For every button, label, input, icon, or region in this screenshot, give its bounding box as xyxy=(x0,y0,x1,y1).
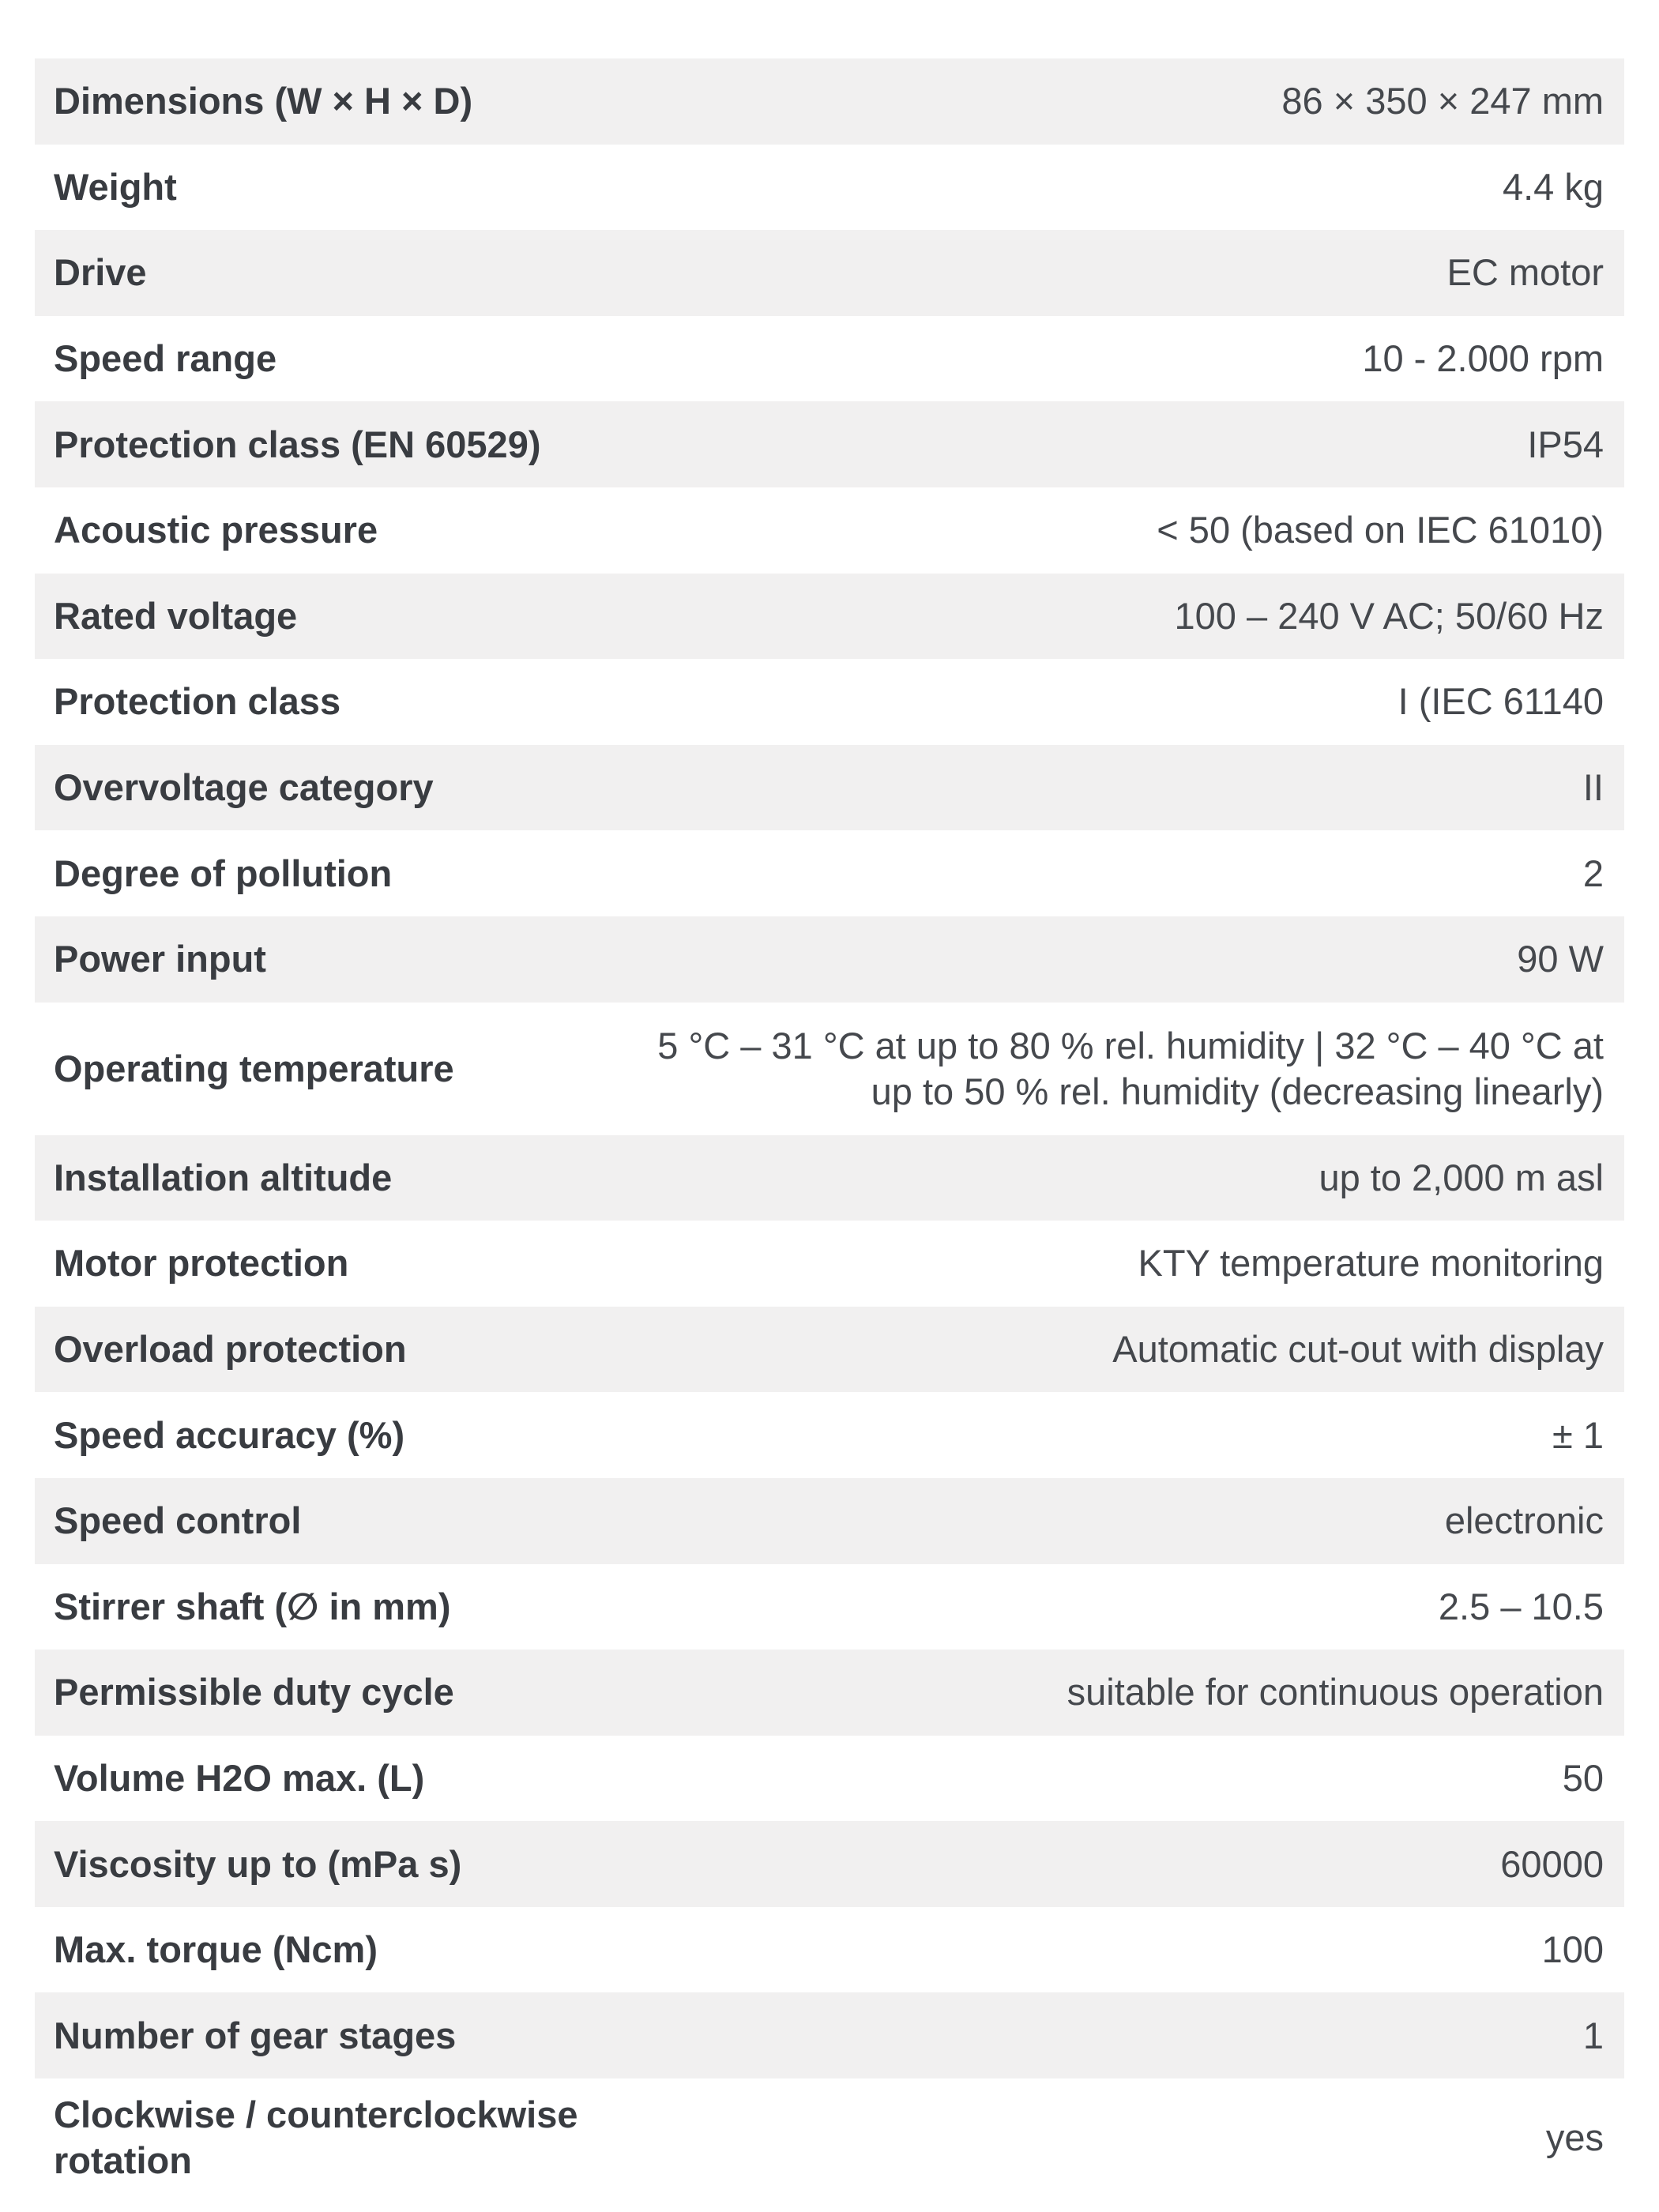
spec-label: Clockwise / counterclockwise rotation xyxy=(54,2094,578,2182)
spec-value: 2 xyxy=(1582,852,1604,894)
spec-value: 1 xyxy=(1582,2014,1604,2056)
spec-row-power-input xyxy=(35,916,1624,1003)
spec-value: II xyxy=(1582,766,1604,809)
spec-label: Stirrer shaft (∅ in mm) xyxy=(54,1585,451,1627)
spec-value: yes xyxy=(1545,2116,1604,2159)
spec-value: up to 2,000 m asl xyxy=(1319,1156,1604,1198)
spec-label: Acoustic pressure xyxy=(54,509,378,551)
spec-row-viscosity xyxy=(35,1821,1624,1907)
spec-row-speed-range xyxy=(35,316,1624,402)
spec-table xyxy=(35,58,1624,2197)
spec-row-rotation xyxy=(35,2078,1624,2197)
spec-label: Weight xyxy=(54,165,177,208)
spec-row-speed-accuracy xyxy=(35,1392,1624,1478)
spec-row-acoustic-pressure xyxy=(35,487,1624,574)
spec-row-duty-cycle xyxy=(35,1650,1624,1736)
spec-label: Degree of pollution xyxy=(54,852,393,894)
spec-row-protection-class-en xyxy=(35,401,1624,487)
spec-value: ± 1 xyxy=(1552,1413,1604,1456)
spec-label: Max. torque (Ncm) xyxy=(54,1928,378,1971)
spec-label: Motor protection xyxy=(54,1242,349,1285)
spec-row-stirrer-shaft xyxy=(35,1564,1624,1650)
spec-row-volume xyxy=(35,1736,1624,1822)
spec-label: Rated voltage xyxy=(54,594,298,637)
spec-value: 10 - 2.000 rpm xyxy=(1362,337,1604,380)
spec-label: Power input xyxy=(54,938,266,980)
spec-row-operating-temperature xyxy=(35,1003,1624,1135)
spec-value: electronic xyxy=(1444,1499,1604,1542)
spec-row-gear-stages xyxy=(35,1992,1624,2078)
spec-row-installation-altitude xyxy=(35,1135,1624,1221)
spec-label: Speed accuracy (%) xyxy=(54,1413,405,1456)
spec-label: Drive xyxy=(54,251,147,294)
spec-value: I (IEC 61140 xyxy=(1398,680,1604,723)
spec-row-max-torque xyxy=(35,1907,1624,1993)
spec-label: Speed range xyxy=(54,337,277,380)
spec-label: Speed control xyxy=(54,1499,302,1542)
spec-row-speed-control xyxy=(35,1478,1624,1564)
spec-label: Volume H2O max. (L) xyxy=(54,1756,425,1799)
spec-label: Viscosity up to (mPa s) xyxy=(54,1842,462,1885)
spec-row-protection-class xyxy=(35,659,1624,745)
spec-label: Overload protection xyxy=(54,1328,407,1371)
spec-value: 5 °C – 31 °C at up to 80 % rel. humidity | 32 °C – 40 °C at up to 50 % rel. humidity (decreasing linearly) xyxy=(657,1024,1604,1112)
spec-value: 100 – 240 V AC; 50/60 Hz xyxy=(1174,594,1604,637)
spec-value: 90 W xyxy=(1517,938,1604,980)
spec-row-overvoltage-category xyxy=(35,745,1624,831)
spec-value: 86 × 350 × 247 mm xyxy=(1281,80,1604,122)
spec-label: Dimensions (W × H × D) xyxy=(54,80,473,122)
spec-label: Overvoltage category xyxy=(54,766,434,809)
spec-value: 60000 xyxy=(1500,1842,1604,1885)
spec-row-rated-voltage xyxy=(35,574,1624,660)
spec-label: Protection class xyxy=(54,680,341,723)
spec-value: < 50 (based on IEC 61010) xyxy=(1157,509,1604,551)
spec-row-degree-of-pollution xyxy=(35,830,1624,916)
spec-label: Protection class (EN 60529) xyxy=(54,423,541,465)
spec-value: 50 xyxy=(1562,1756,1604,1799)
spec-value: EC motor xyxy=(1446,251,1604,294)
spec-row-overload-protection xyxy=(35,1307,1624,1393)
spec-value: 2.5 – 10.5 xyxy=(1438,1585,1604,1627)
spec-value: suitable for continuous operation xyxy=(1066,1671,1604,1714)
spec-value: Automatic cut-out with display xyxy=(1112,1328,1604,1371)
spec-row-drive xyxy=(35,230,1624,316)
spec-value: IP54 xyxy=(1527,423,1604,465)
spec-label: Permissible duty cycle xyxy=(54,1671,454,1714)
spec-value: 4.4 kg xyxy=(1502,165,1604,208)
spec-row-weight xyxy=(35,145,1624,231)
spec-label: Installation altitude xyxy=(54,1156,393,1198)
spec-row-motor-protection xyxy=(35,1221,1624,1307)
spec-label: Operating temperature xyxy=(54,1047,454,1089)
spec-row-dimensions xyxy=(35,58,1624,145)
spec-label: Number of gear stages xyxy=(54,2014,457,2056)
spec-value: 100 xyxy=(1541,1928,1604,1971)
spec-value: KTY temperature monitoring xyxy=(1138,1242,1604,1285)
